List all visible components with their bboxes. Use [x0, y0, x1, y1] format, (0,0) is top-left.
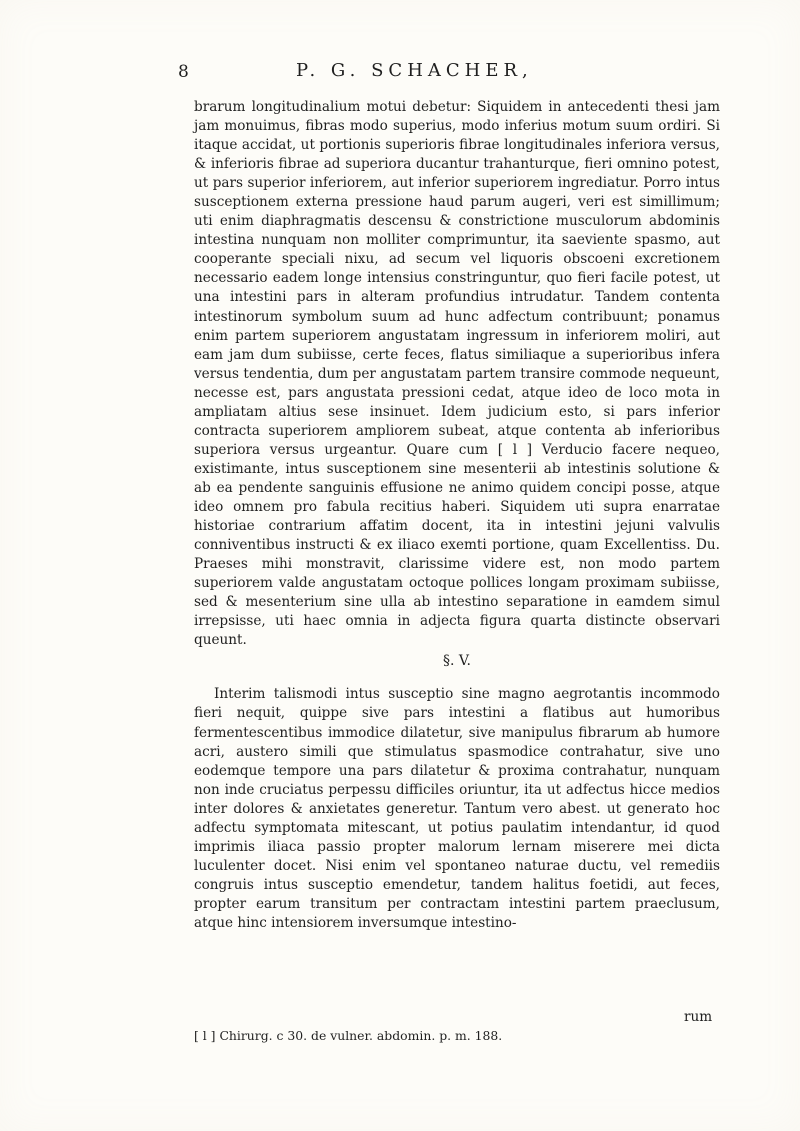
body-text [194, 98, 720, 933]
paragraph-2: Interim talismodi intus susceptio sine magno aegrotantis incommodo fieri nequit, quippe sive pars intestini a flatibus aut humoribus fermentescentibus immodice dilatetur, sive manipulus fibrarum ab humore acri, austero simili que stimulatus spasmodice contrahatur, sive uno eodemque tempore una pars dilatetur & proxima contrahatur, nunquam non inde cruciatus perpessu difficiles oriuntur, ita ut adfectus hicce medios inter dolores & anxietates generetur. Tantum vero abest. ut generato hoc adfectu symptomata mitescant, ut potius paulatim intendantur, id quod imprimis iliaca passio propter malorum lernam miserere mei dicta luculenter docet. Nisi enim vel spontaneo naturae ductu, vel remediis congruis intus susceptio emendetur, tandem halitus foetidi, aut feces, propter earum transitum per contractam intestini partem praeclusum, atque hinc intensiorem inversumque intestino- [194, 686, 720, 931]
running-head [178, 60, 726, 88]
page-title: P. G. SCHACHER, [296, 60, 533, 81]
section-heading: §. V. [442, 653, 471, 670]
paragraph-1: brarum longitudinalium motui debetur: Siquidem in antecedenti thesi jam jam monuimus, fibras modo superius, modo inferius motum suum ordiri. Si itaque accidat, ut portionis superioris fibrae longitudinales inferiora versus, & inferioris fibrae ad superiora ducantur trahanturque, fieri omnino potest, ut pars superior inferiorem, aut inferior superiorem ingrediatur. Porro intus susceptionem externa pressione haud parum augeri, veri est simillimum; uti enim diaphragmatis descensu & constrictione musculorum abdominis intestina nunquam non molliter comprimuntur, ita saeviente spasmo, aut cooperante speciali nixu, ad secum vel liquoris obscoeni excretionem necessario eadem longe intensius constringuntur, quo fieri facile potest, ut una intestini pars in alteram profundius intrudatur. Tandem contenta intestinorum symbolum suum ad hunc adfectum contribuunt; ponamus enim partem superiorem angustatam ingressum in inferiorem moliri, aut eam jam dum subiisse, certe feces, flatus similiaque a superioribus infera versus tendentia, dum per angustatam partem transire commode nequeunt, necesse est, pars angustata pressioni cedat, atque ideo de loco mota in ampliatam altius sese insinuet. Idem judicium esto, si pars inferior contracta superiorem ampliorem subeat, atque contenta ab inferioribus superiora versus urgeantur. Quare cum [ l ] Verducio facere nequeo, existimante, intus susceptionem sine mesenterii ab intestinis solutione & ab ea pendente sanguinis effusione ne animo quidem concipi posse, atque ideo omnem pro fabula recitius haberi. Siquidem uti supra enarratae historiae contrarium affatim docent, ita in intestini jejuni valvulis conniventibus instructi & ex iliaco exemti portione, quam Excellentiss. Du. Praeses mihi monstravit, clarissime videre est, non modo partem superiorem valde angustatam octoque pollices longam proximam subiisse, sed & mesenterium sine ulla ab intestino separatione in eamdem simul irrepsisse, uti haec omnia in adjecta figura quarta distincte observari queunt. [194, 99, 720, 649]
catchword: rum [684, 1009, 713, 1025]
page-number: 8 [178, 62, 190, 82]
footnote: [ l ] Chirurg. c 30. de vulner. abdomin. p. m. 188. [194, 1028, 503, 1043]
